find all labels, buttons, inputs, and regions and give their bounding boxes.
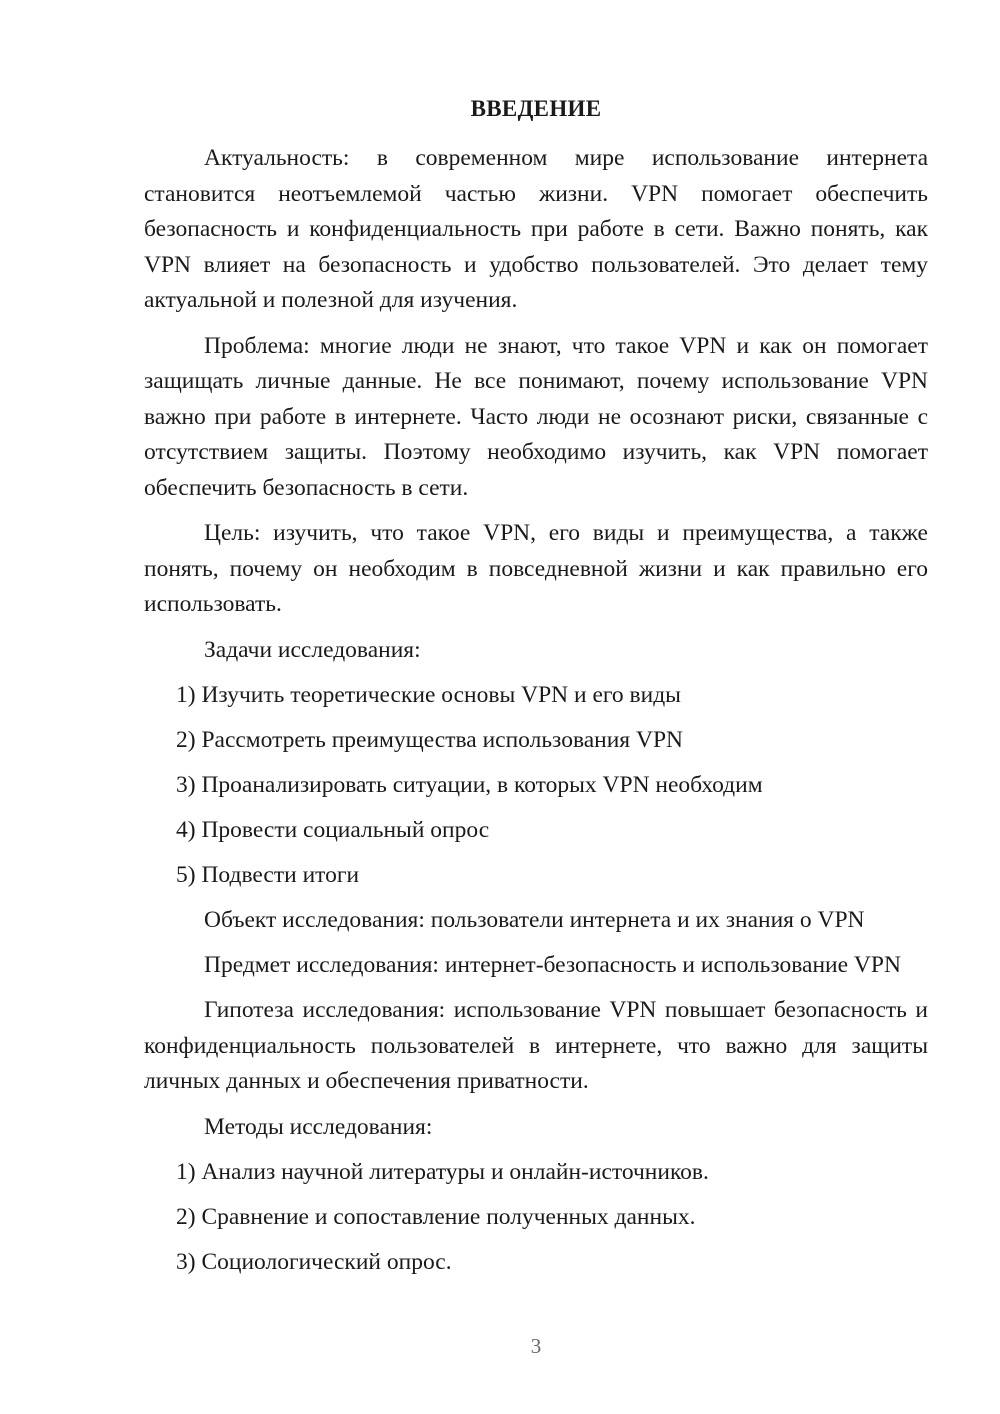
method-item: 2) Сравнение и сопоставление полученных данных. [176,1203,696,1230]
task-item: 5) Подвести итоги [176,861,360,888]
subject-paragraph: Предмет исследования: интернет-безопасность и использование VPN [204,951,901,978]
relevance-paragraph: Актуальность: в современном мире использование интернета становится неотъемлемой частью жизни. VPN помогает обеспечить безопасность и конфиденциальность при работе в сети. Важно понять, как VPN влияет на безопасность и удобство пользователей. Это делает тему актуальной и полезной для изучения. [144,145,928,313]
method-item: 1) Анализ научной литературы и онлайн-источников. [176,1158,709,1185]
method-item: 3) Социологический опрос. [176,1248,452,1275]
page-number: 3 [530,1334,542,1358]
tasks-label: Задачи исследования: [204,636,421,663]
problem-paragraph: Проблема: многие люди не знают, что такое VPN и как он помогает защищать личные данные. Не все понимают, почему использование VPN важно при работе в интернете. Часто люди не осознают риски, связанные с отсутствием защиты. Поэтому необходимо изучить, как VPN помогает обеспечить безопасность в сети. [144,332,928,501]
task-item: 3) Проанализировать ситуации, в которых VPN необходим [176,771,763,798]
object-paragraph: Объект исследования: пользователи интернета и их знания о VPN [204,906,865,933]
page-title: ВВЕДЕНИЕ [470,96,602,121]
goal-paragraph: Цель: изучить, что такое VPN, его виды и преимущества, а также понять, почему он необходим в повседневной жизни и как правильно его использовать. [144,520,928,617]
tasks-list [144,678,928,894]
document-body [144,141,928,1290]
task-item: 4) Провести социальный опрос [176,816,490,843]
methods-label: Методы исследования: [204,1113,433,1140]
methods-list [144,1155,928,1281]
hypothesis-paragraph: Гипотеза исследования: использование VPN повышает безопасность и конфиденциальность пользователей в интернете, что важно для защиты личных данных и обеспечения приватности. [144,997,928,1094]
task-item: 1) Изучить теоретические основы VPN и его виды [176,681,681,708]
task-item: 2) Рассмотреть преимущества использования VPN [176,726,684,753]
